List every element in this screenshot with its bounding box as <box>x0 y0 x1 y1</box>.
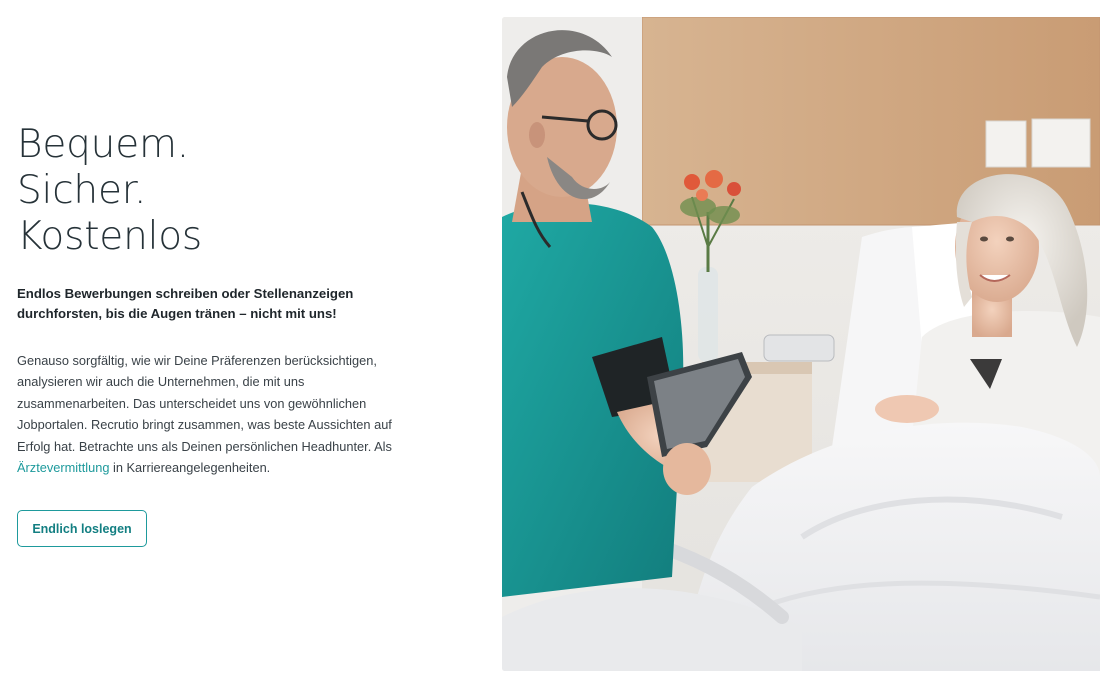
body-line-6 <box>17 457 437 478</box>
hero-image <box>502 17 1100 671</box>
body-line-5: Erfolg hat. Betrachte uns als Deinen persönlichen Headhunter. Als <box>17 438 392 454</box>
aerztevermittlung-link[interactable]: Ärztevermittlung <box>17 460 110 476</box>
body-line-6-text: in Karriereangelegenheiten. <box>109 460 271 476</box>
body-line-3: zusammenarbeiten. Das unterscheidet uns von gewöhnlichen <box>17 395 367 411</box>
body-line-1: Genauso sorgfältig, wie wir Deine Präferenzen berücksichtigen, <box>17 353 377 368</box>
body-line-4: Jobportalen. Recrutio bringt zusammen, was beste Aussichten auf <box>17 417 392 433</box>
headline-line-1: Bequem. <box>17 122 189 167</box>
doctor-patient-illustration <box>502 17 1100 671</box>
hero-lead <box>17 284 427 324</box>
get-started-button[interactable]: Endlich loslegen <box>17 510 147 547</box>
headline-line-2: Sicher. <box>17 168 147 213</box>
lead-line-1: Endlos Bewerbungen schreiben oder Stellenanzeigen <box>17 286 354 301</box>
lead-line-2: durchforsten, bis die Augen tränen – nicht mit uns! <box>17 306 337 321</box>
hero-headline <box>17 122 202 260</box>
hero-text-column <box>17 0 437 688</box>
hero-body <box>17 350 437 478</box>
body-line-2: analysieren wir auch die Unternehmen, die mit uns <box>17 374 305 390</box>
headline-line-3: Kostenlos <box>17 214 203 259</box>
